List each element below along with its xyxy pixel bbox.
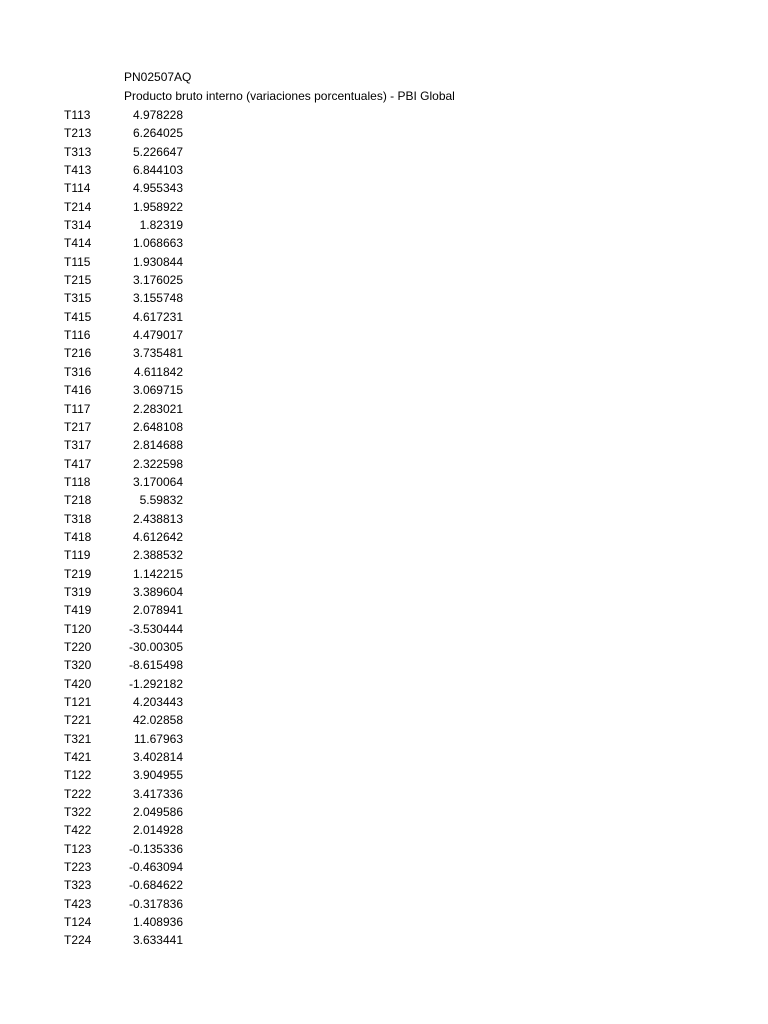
value-cell: 4.479017: [132, 328, 183, 343]
period-label-cell: T314: [64, 218, 92, 233]
table-row: [0, 308, 768, 326]
value-cell: 2.814688: [132, 438, 183, 453]
value-cell: 4.955343: [132, 181, 183, 196]
period-label-cell: T115: [64, 254, 91, 269]
period-label-cell: T215: [64, 273, 92, 288]
table-row: [0, 711, 768, 729]
table-row: [0, 510, 768, 528]
table-row: [0, 620, 768, 638]
value-cell: 1.82319: [139, 218, 183, 233]
period-label-cell: T418: [64, 529, 92, 544]
period-label-cell: T123: [64, 841, 92, 856]
value-cell: 4.617231: [132, 309, 183, 324]
value-cell: 1.142215: [132, 566, 183, 581]
value-cell: -1.292182: [128, 676, 183, 691]
table-row: [0, 565, 768, 583]
period-label-cell: T415: [64, 309, 92, 324]
value-cell: 1.958922: [132, 199, 183, 214]
period-label-cell: T413: [64, 163, 92, 178]
table-row: [0, 143, 768, 161]
table-row: [0, 876, 768, 894]
period-label-cell: T124: [64, 915, 92, 930]
table-row: [0, 381, 768, 399]
value-cell: 6.264025: [132, 126, 183, 141]
period-label-cell: T420: [64, 676, 92, 691]
table-row: [0, 895, 768, 913]
value-cell: 3.417336: [132, 786, 183, 801]
period-label-cell: T114: [64, 181, 91, 196]
period-label-cell: T118: [64, 474, 91, 489]
value-cell: 4.612642: [132, 529, 183, 544]
value-cell: 3.633441: [132, 933, 183, 948]
period-label-cell: T122: [64, 768, 92, 783]
period-label-cell: T323: [64, 878, 92, 893]
series-code-header: PN02507AQ: [124, 70, 192, 84]
table-row: [0, 106, 768, 124]
table-row: [0, 363, 768, 381]
table-row: [0, 638, 768, 656]
value-cell: 4.978228: [132, 108, 183, 122]
table-row: [0, 289, 768, 307]
table-row: [0, 803, 768, 821]
table-row: [0, 693, 768, 711]
table-row: [0, 253, 768, 271]
data-table: [0, 106, 768, 950]
period-label-cell: T213: [64, 126, 92, 141]
value-cell: 5.59832: [139, 493, 183, 508]
table-row: [0, 748, 768, 766]
value-cell: 3.904955: [132, 768, 183, 783]
value-cell: 2.438813: [132, 511, 183, 526]
value-cell: -0.684622: [128, 878, 183, 893]
period-label-cell: T119: [64, 548, 91, 563]
value-cell: 4.611842: [133, 364, 183, 379]
period-label-cell: T222: [64, 786, 92, 801]
value-cell: 42.02858: [132, 713, 183, 728]
table-row: [0, 455, 768, 473]
table-row: [0, 583, 768, 601]
table-row: [0, 271, 768, 289]
table-row: [0, 344, 768, 362]
table-row: [0, 161, 768, 179]
value-cell: 11.67963: [133, 731, 183, 746]
value-cell: 2.014928: [132, 823, 183, 838]
period-label-cell: T121: [64, 695, 92, 709]
value-cell: -8.615498: [128, 658, 183, 673]
table-row: [0, 234, 768, 252]
table-row: [0, 216, 768, 234]
value-cell: 2.078941: [132, 603, 183, 618]
value-cell: 3.069715: [132, 383, 183, 398]
period-label-cell: T318: [64, 511, 92, 526]
table-row: [0, 400, 768, 418]
value-cell: 3.170064: [132, 474, 183, 489]
period-label-cell: T219: [64, 566, 92, 581]
table-row: [0, 821, 768, 839]
period-label-cell: T317: [64, 438, 92, 453]
value-cell: 1.408936: [132, 915, 183, 930]
period-label-cell: T422: [64, 823, 92, 838]
period-label-cell: T224: [64, 933, 92, 948]
period-label-cell: T221: [64, 713, 92, 728]
period-label-cell: T117: [64, 401, 91, 416]
period-label-cell: T321: [64, 731, 92, 746]
period-label-cell: T116: [64, 328, 91, 343]
period-label-cell: T319: [64, 584, 92, 599]
period-label-cell: T316: [64, 364, 92, 379]
period-label-cell: T416: [64, 383, 92, 398]
period-label-cell: T320: [64, 658, 92, 673]
value-cell: 1.930844: [132, 254, 183, 269]
value-cell: 2.049586: [132, 805, 183, 820]
period-label-cell: T313: [64, 144, 92, 159]
series-description-header: Producto bruto interno (variaciones porcentuales) - PBI Global: [124, 89, 455, 103]
table-row: [0, 913, 768, 931]
period-label-cell: T322: [64, 805, 92, 820]
table-row: [0, 546, 768, 564]
value-cell: 3.735481: [132, 346, 183, 361]
value-cell: 3.402814: [132, 750, 183, 765]
table-row: [0, 491, 768, 509]
period-label-cell: T417: [64, 456, 92, 471]
value-cell: -0.317836: [128, 896, 183, 911]
value-cell: 2.322598: [132, 456, 183, 471]
period-label-cell: T423: [64, 896, 92, 911]
table-row: [0, 766, 768, 784]
table-row: [0, 840, 768, 858]
value-cell: 6.844103: [132, 163, 183, 178]
period-label-cell: T421: [64, 750, 92, 765]
value-cell: 2.388532: [132, 548, 183, 563]
table-row: [0, 528, 768, 546]
value-cell: -0.463094: [128, 860, 183, 875]
period-label-cell: T113: [64, 108, 91, 122]
table-row: [0, 601, 768, 619]
value-cell: 4.203443: [132, 695, 183, 709]
table-row: [0, 785, 768, 803]
table-row: [0, 858, 768, 876]
value-cell: -3.530444: [128, 621, 183, 636]
period-label-cell: T419: [64, 603, 92, 618]
period-label-cell: T218: [64, 493, 92, 508]
period-label-cell: T217: [64, 419, 92, 434]
period-label-cell: T214: [64, 199, 92, 214]
value-cell: 3.176025: [132, 273, 183, 288]
table-row: [0, 931, 768, 949]
value-cell: -0.135336: [128, 841, 183, 856]
table-row: [0, 730, 768, 748]
table-row: [0, 198, 768, 216]
period-label-cell: T223: [64, 860, 92, 875]
period-label-cell: T216: [64, 346, 92, 361]
period-label-cell: T315: [64, 291, 92, 306]
table-row: [0, 656, 768, 674]
table-row: [0, 179, 768, 197]
period-label-cell: T414: [64, 236, 92, 251]
value-cell: 3.155748: [132, 291, 183, 306]
value-cell: -30.00305: [128, 639, 183, 654]
value-cell: 1.068663: [132, 236, 183, 251]
table-row: [0, 326, 768, 344]
value-cell: 5.226647: [132, 144, 183, 159]
table-row: [0, 436, 768, 454]
value-cell: 2.283021: [132, 401, 183, 416]
table-row: [0, 418, 768, 436]
table-row: [0, 124, 768, 142]
table-row: [0, 675, 768, 693]
period-label-cell: T120: [64, 621, 92, 636]
table-row: [0, 473, 768, 491]
value-cell: 3.389604: [132, 584, 183, 599]
value-cell: 2.648108: [132, 419, 183, 434]
period-label-cell: T220: [64, 639, 92, 654]
